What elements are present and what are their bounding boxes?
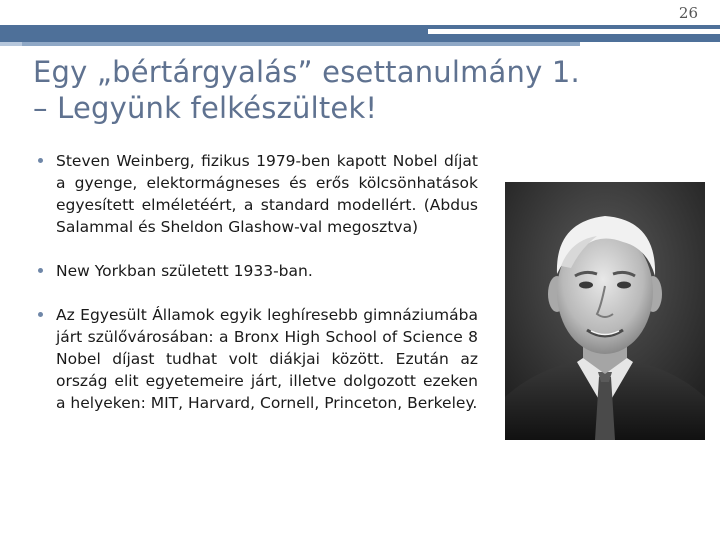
bullet-dot-icon	[38, 312, 43, 317]
bullet-item	[38, 260, 478, 282]
title-line-1: Egy „bértárgyalás” esettanulmány 1.	[33, 55, 580, 89]
bullet-text: New Yorkban született 1933-ban.	[56, 262, 313, 280]
portrait-photo-icon	[505, 182, 705, 440]
bullet-text: Steven Weinberg, fizikus 1979-ben kapott Nobel díjat a gyenge, elektormágneses és erős kölcsönhatások egyesített elméletéért, a standard modellért. (Abdus Salammal és Sheldon Glashow-val megosztva)	[56, 152, 478, 236]
bullet-dot-icon	[38, 268, 43, 273]
slide-title	[33, 54, 683, 126]
bullet-list	[38, 150, 478, 436]
bullet-item	[38, 304, 478, 414]
title-line-2: – Legyünk felkészültek!	[33, 91, 378, 125]
header-left-accent	[0, 42, 22, 46]
portrait-photo	[505, 182, 705, 440]
page-number: 26	[678, 4, 698, 22]
bullet-text: Az Egyesült Államok egyik leghíresebb gimnáziumába járt szülővárosában: a Bronx High School of Science 8 Nobel díjast tudhat volt diákjai között. Ezután az ország elit egyetemeire járt, illetve dolgozott ezeken a helyeken: MIT, Harvard, Cornell, Princeton, Berkeley.	[56, 306, 478, 412]
header-accent-bar	[0, 42, 580, 46]
header-bar-highlight	[428, 29, 720, 34]
bullet-item	[38, 150, 478, 238]
bullet-dot-icon	[38, 158, 43, 163]
